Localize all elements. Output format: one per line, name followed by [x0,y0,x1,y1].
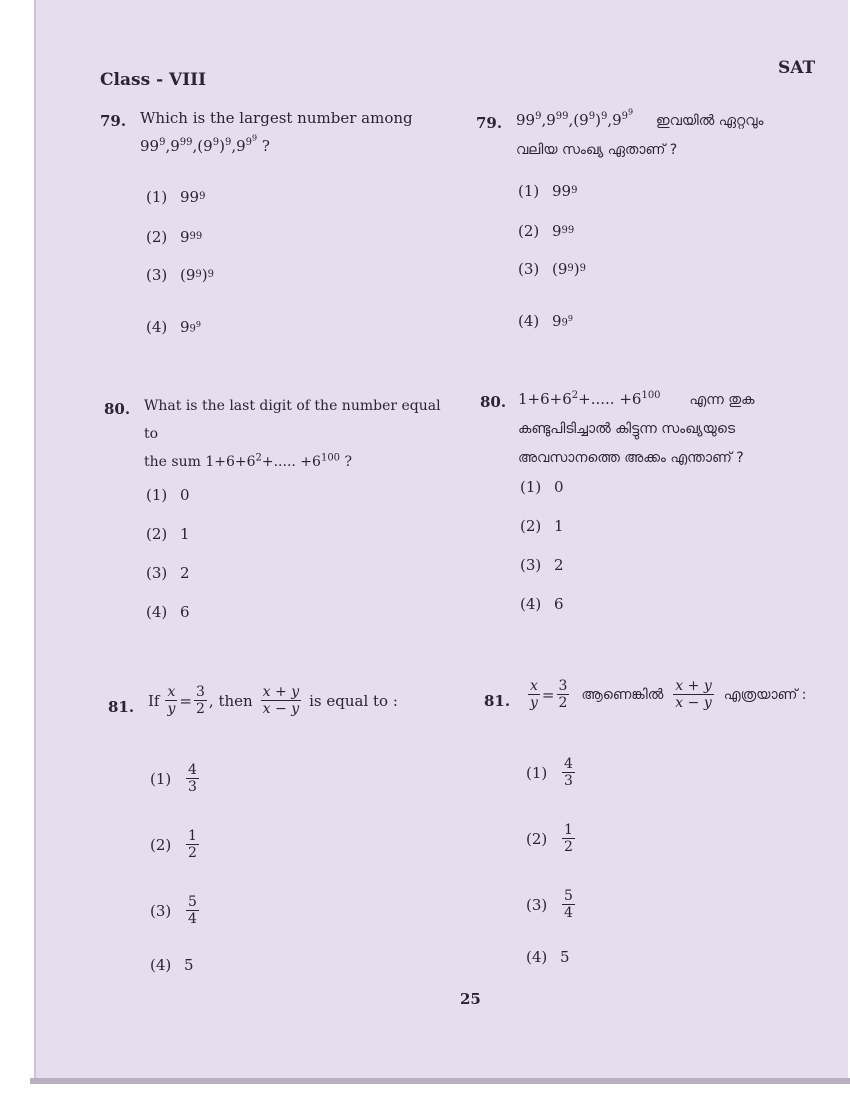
q80-prompt-en-1: What is the last digit of the number equal to [144,398,441,442]
q80-option-1-en: (1) 0 [146,486,190,504]
q79-option-4-ml: (4) 9 $9^9$ [518,312,574,330]
q79-option-1-en: (1) 99 9 [146,188,206,206]
q79-prompt-ml-2: വലിയ സംഖ്യ ഏതാണ് ? [516,142,678,158]
q81-option-2-ml: (2) $\frac{1}{2}$ [526,822,573,855]
q79-text-en [140,104,440,160]
q81-option-4-en: (4) 5 [150,956,194,974]
q80-prompt-en-2: the sum [144,454,201,470]
q80-number-en: 80. [104,400,131,418]
q80-option-1-ml: (1) 0 [520,478,564,496]
q79-text-ml [516,106,816,164]
q80-option-3-en: (3) 2 [146,564,190,582]
q81-then-en: , then [208,691,253,710]
q79-expr-en: $99^9,9^{99},(9^9)^9,9^{9^9}$ ? [140,133,270,155]
q81-option-1-en: (1) $\frac{4}{3}$ [150,762,197,795]
q81-number-ml: 81. [484,692,511,710]
q81-fraction-expr-ml: $\frac{x + y}{x - y}$ [675,678,712,711]
q79-prompt-ml-1: ഇവയിൽ ഏറ്റവും [655,113,764,129]
q80-text-ml [518,385,818,472]
q80-prompt-ml-2: കണ്ടുപിടിച്ചാൽ കിട്ടുന്ന സംഖ്യയുടെ [518,421,736,437]
q80-prompt-ml-1: എന്ന തുക [689,392,755,408]
q79-option-3-ml: (3) (9 9 ) 9 [518,260,587,278]
page-edge [30,1078,850,1084]
q81-mid-ml: ആണെങ്കിൽ [581,686,664,703]
q81-option-1-ml: (1) $\frac{4}{3}$ [526,756,573,789]
q81-option-3-ml: (3) $\frac{5}{4}$ [526,888,573,921]
q81-equals-en: = [179,691,192,710]
q80-text-en [144,392,454,476]
q80-sum-expr-en: $1+6+6^2+$..... $+6^{100}$ ? [205,452,353,470]
q81-option-2-en: (2) $\frac{1}{2}$ [150,828,197,861]
q81-fraction-32-en: $\frac{3}{2}$ [195,684,205,717]
q81-number-en: 81. [108,698,135,716]
q79-option-1-ml: (1) 99 9 [518,182,578,200]
q80-option-2-en: (2) 1 [146,525,190,543]
q81-fraction-xy-en: $\frac{x}{y}$ [167,684,176,717]
q81-text-ml [526,678,826,711]
class-label: Class - VIII [100,70,207,90]
q79-option-3-en: (3) (9 9 ) 9 [146,266,215,284]
q80-option-4-ml: (4) 6 [520,595,564,613]
q81-option-4-ml: (4) 5 [526,948,570,966]
q79-prompt-en: Which is the largest number among [140,109,413,127]
q80-option-3-ml: (3) 2 [520,556,564,574]
q81-option-3-en: (3) $\frac{5}{4}$ [150,894,197,927]
q79-expr-ml: $99^9,9^{99},(9^9)^9,9^{9^9}$ [516,107,634,129]
q80-sum-expr-ml: $1+6+6^2+$..... $+6^{100}$ [518,390,661,408]
q81-text-en [148,684,468,717]
q79-number-en: 79. [100,112,127,130]
page-number: 25 [460,990,481,1008]
q79-option-2-en: (2) 9 99 [146,228,203,246]
q79-option-2-ml: (2) 9 99 [518,222,575,240]
q81-fraction-expr-en: $\frac{x + y}{x - y}$ [262,684,300,717]
q80-number-ml: 80. [480,393,507,411]
q80-prompt-ml-3: അവസാനത്തെ അക്കം എന്താണ് ? [518,450,744,466]
q80-option-4-en: (4) 6 [146,603,190,621]
q79-number-ml: 79. [476,114,503,132]
exam-label: SAT [778,58,816,78]
q81-fraction-xy-ml: $\frac{x}{y}$ [530,678,538,711]
q79-option-4-en: (4) 9 $9^9$ [146,318,202,336]
q81-fraction-32-ml: $\frac{3}{2}$ [558,678,568,711]
q81-tail-en: is equal to : [309,691,398,710]
q81-equals-ml: = [541,685,555,704]
q81-tail-ml: എത്രയാണ് : [723,686,807,703]
q81-if-en: If [148,691,160,710]
q80-option-2-ml: (2) 1 [520,517,564,535]
